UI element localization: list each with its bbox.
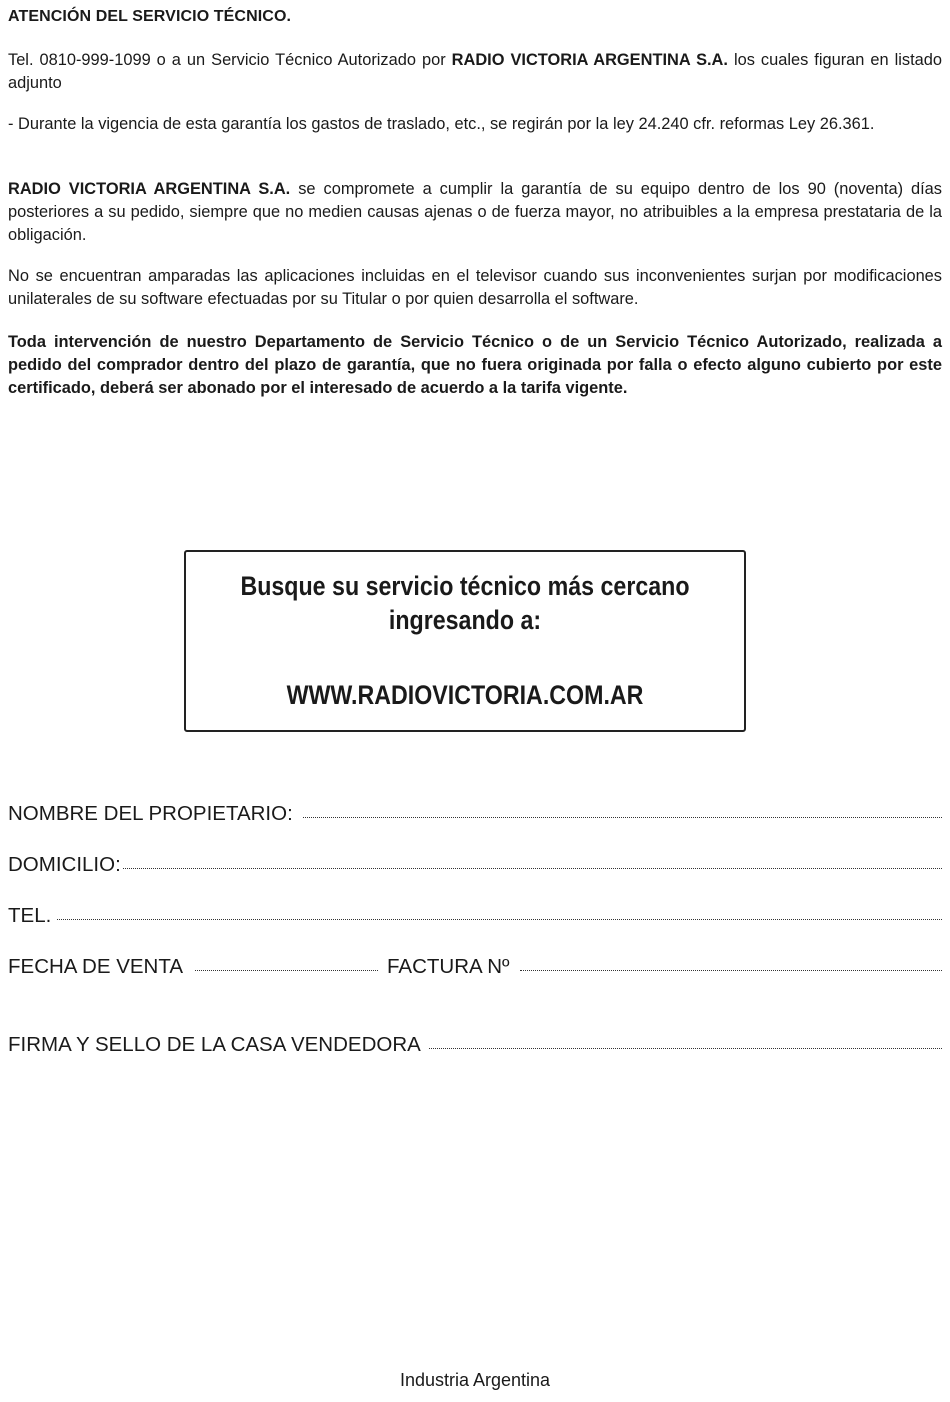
paragraph-service-fee: Toda intervención de nuestro Departamento de Servicio Técnico o de un Servicio Técnico Autorizado, realizada a pedido del comprador dentro del plazo de garantía, que no fuera originada por falla o efecto alguno cubierto por este certificado, deberá ser abonado por el interesado de acuerdo a la tarifa vigente. — [8, 333, 942, 397]
signature-line[interactable] — [429, 1048, 942, 1049]
invoice-number-label: FACTURA Nº — [387, 955, 510, 978]
tel-line[interactable] — [57, 919, 942, 920]
paragraph-apps-exclusion: No se encuentran amparadas las aplicaciones incluidas en el televisor cuando sus inconvenientes surjan por modificaciones unilaterales de su software efectuadas por su Titular o por quien desarrolla el software. — [8, 267, 942, 308]
tel-field[interactable] — [8, 904, 942, 928]
owner-name-line[interactable] — [303, 817, 942, 818]
signature-field[interactable] — [8, 1033, 942, 1057]
paragraph-commitment — [8, 178, 942, 247]
tel-label: TEL. — [8, 904, 52, 927]
company-name: RADIO VICTORIA ARGENTINA S.A. — [451, 51, 728, 69]
address-line[interactable] — [123, 868, 942, 869]
section-heading: ATENCIÓN DEL SERVICIO TÉCNICO. — [8, 8, 292, 25]
commitment-text: se compromete a cumplir la garantía de su equipo dentro de los 90 (noventa) días posteriores a su pedido, siempre que no medien causas ajenas o de fuerza mayor, no atribuibles a la empresa prestataria de la obligación. — [8, 180, 942, 244]
owner-name-field[interactable] — [8, 802, 942, 826]
sale-date-field[interactable] — [8, 955, 378, 979]
notice-line-1: Busque su servicio técnico más cercano — [240, 571, 690, 601]
invoice-number-line[interactable] — [520, 970, 942, 971]
service-notice-box — [184, 550, 746, 732]
paragraph-transport-costs: - Durante la vigencia de esta garantía los gastos de traslado, etc., se regirán por la ley 24.240 cfr. reformas Ley 26.361. — [8, 115, 875, 133]
website-url: WWW.RADIOVICTORIA.COM.AR — [286, 680, 644, 710]
invoice-number-field[interactable] — [387, 955, 942, 979]
notice-line-2: ingresando a: — [388, 605, 542, 635]
sale-date-line[interactable] — [195, 970, 378, 971]
address-field[interactable] — [8, 853, 942, 877]
sale-date-label: FECHA DE VENTA — [8, 955, 184, 978]
signature-label: FIRMA Y SELLO DE LA CASA VENDEDORA — [8, 1033, 421, 1056]
contact-text: Tel. 0810-999-1099 o a un Servicio Técnico Autorizado por — [8, 51, 452, 69]
owner-name-label: NOMBRE DEL PROPIETARIO: — [8, 802, 293, 825]
paragraph-contact — [8, 49, 942, 95]
footer-origin: Industria Argentina — [399, 1370, 551, 1390]
company-name: RADIO VICTORIA ARGENTINA S.A. — [8, 180, 291, 198]
contact-text-end: los cuales figuran en listado adjunto — [8, 51, 942, 92]
address-label: DOMICILIO: — [8, 853, 121, 876]
